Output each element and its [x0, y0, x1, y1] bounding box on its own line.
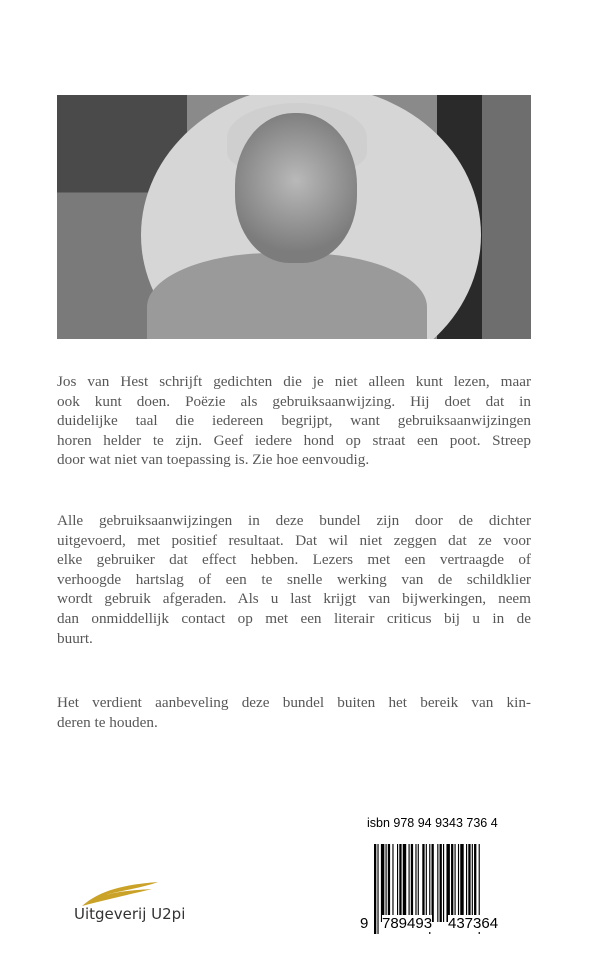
barcode-bar [426, 844, 427, 922]
barcode-bar [388, 844, 390, 922]
barcode-bar [403, 844, 406, 922]
barcode-bar [392, 844, 393, 922]
barcode-digits-right: 437364 [448, 915, 499, 932]
paragraph-2 [57, 511, 531, 648]
barcode-bar [432, 844, 434, 922]
text-line: door wat niet van toepassing is. Zie hoe eenvoudig. [57, 451, 370, 469]
barcode-bar [386, 844, 387, 922]
barcode-bar [422, 844, 424, 922]
barcode-bar [381, 844, 384, 922]
text-line: Het verdient aanbeveling deze bundel buiten het bereik van kin- [57, 694, 531, 711]
text-line: deren te houden. [57, 713, 158, 731]
publisher-wing-logo-icon [62, 880, 162, 908]
author-photo [57, 95, 531, 339]
barcode-bar [472, 844, 473, 922]
text-line: uitgevoerd, met positief resultaat. Dat wil niet zeggen dat ze voor [57, 531, 531, 549]
text-line: duidelijke taal die iedereen begrijpt, want gebruiksaanwijzingen [57, 412, 531, 430]
text-line: wordt gebruik afgeraden. Als u last krijgt van bijwerkingen, neem [57, 590, 531, 608]
barcode-bar [440, 844, 442, 922]
barcode-bar [458, 844, 459, 922]
barcode-bar [415, 844, 416, 922]
barcode-digits-left: 789493 [382, 915, 433, 932]
text-line: Jos van Hest schrijft gedichten die je niet alleen kunt lezen, maar [57, 373, 531, 390]
barcode-bar [451, 844, 453, 922]
barcode-bar [377, 844, 378, 934]
barcode-bar [397, 844, 398, 922]
barcode-bar [443, 844, 444, 922]
text-line: dan onmiddellijk contact op met een literair criticus bij u in de [57, 609, 531, 627]
text-line: buurt. [57, 629, 93, 647]
publisher-name: Uitgeverij U2pi [74, 905, 186, 923]
paragraph-3 [57, 693, 531, 732]
barcode-bar [374, 844, 376, 934]
barcode-bar [409, 844, 410, 922]
text-line: horen helder te zijn. Geef iedere hond op straat een poot. Streep [57, 431, 531, 449]
text-line: ook kunt doen. Poëzie als gebruiksaanwijzing. Hij doet dat in [57, 392, 531, 410]
barcode-bar [437, 844, 438, 922]
isbn-label: isbn 978 94 9343 736 4 [367, 816, 498, 830]
barcode-bar [411, 844, 413, 922]
barcode-bar [468, 844, 470, 922]
text-line: verhoogde hartslag of een te snelle werking van de schildklier [57, 570, 531, 588]
barcode-bar [399, 844, 401, 922]
barcode-bar [474, 844, 476, 922]
barcode-bar [466, 844, 467, 922]
paragraph-1 [57, 372, 531, 470]
barcode-bar [460, 844, 463, 922]
barcode-bar [418, 844, 419, 922]
barcode-bar [446, 844, 449, 922]
text-line: Alle gebruiksaanwijzingen in deze bundel zijn door de dichter [57, 512, 531, 529]
text-line: elke gebruiker dat effect hebben. Lezers met een vertraagde of [57, 551, 531, 569]
barcode-digit-first: 9 [360, 915, 369, 932]
barcode-bar [455, 844, 456, 922]
